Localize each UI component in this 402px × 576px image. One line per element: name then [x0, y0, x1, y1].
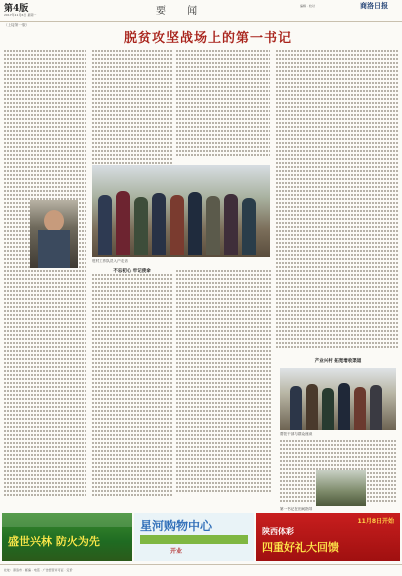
ad-right-date: 11月8日开始 [357, 518, 394, 525]
photo-field [316, 470, 366, 506]
ad-left-title: 盛世兴林 防火为先 [8, 535, 100, 548]
intro-label: （上接第一版） [4, 23, 30, 27]
date-line: 2017年11月6日 星期一 [4, 13, 37, 17]
newspaper-logo: 商洛日报 [360, 1, 388, 10]
edition-info: 编辑 · 校对 [300, 4, 315, 8]
subheading-2: 产业兴村 拓宽增收渠道 [314, 359, 362, 364]
page-number: 第4版 [4, 4, 29, 14]
ad-shopping-center[interactable] [134, 513, 254, 561]
ad-forest-fire[interactable] [2, 513, 132, 561]
photo-group-right [280, 368, 396, 430]
photo-caption-3: 第一书记在田间指导 [280, 507, 313, 511]
ad-middle-title: 星河购物中心 [140, 519, 213, 533]
photo-group-main [92, 165, 270, 257]
footer-text: 社址：商洛市 · 邮编 · 电话 · 广告经营许可证 · 定价 [4, 568, 73, 572]
text-column-6 [92, 268, 172, 510]
page-footer [0, 564, 402, 576]
text-column-1 [4, 50, 86, 510]
photo-portrait [30, 200, 78, 268]
ad-lottery[interactable] [256, 513, 400, 561]
ad-right-title: 陕西体彩 [262, 527, 294, 536]
ad-right-big: 四重好礼大回馈 [262, 541, 339, 554]
ad-middle-sub: 开业 [170, 548, 183, 555]
photo-caption-2: 帮扶干部与群众座谈 [280, 432, 313, 436]
text-column-5 [176, 270, 272, 510]
text-column-3 [176, 50, 270, 162]
article-headline: 脱贫攻坚战场上的第一书记 [123, 31, 292, 46]
page-header [0, 0, 402, 22]
text-column-4 [276, 50, 398, 350]
photo-caption-1: 驻村工作队员入户走访 [92, 259, 128, 263]
subheading-1: 不忘初心 牢记使命 [113, 269, 151, 274]
section-title: 要 闻 [156, 6, 207, 17]
